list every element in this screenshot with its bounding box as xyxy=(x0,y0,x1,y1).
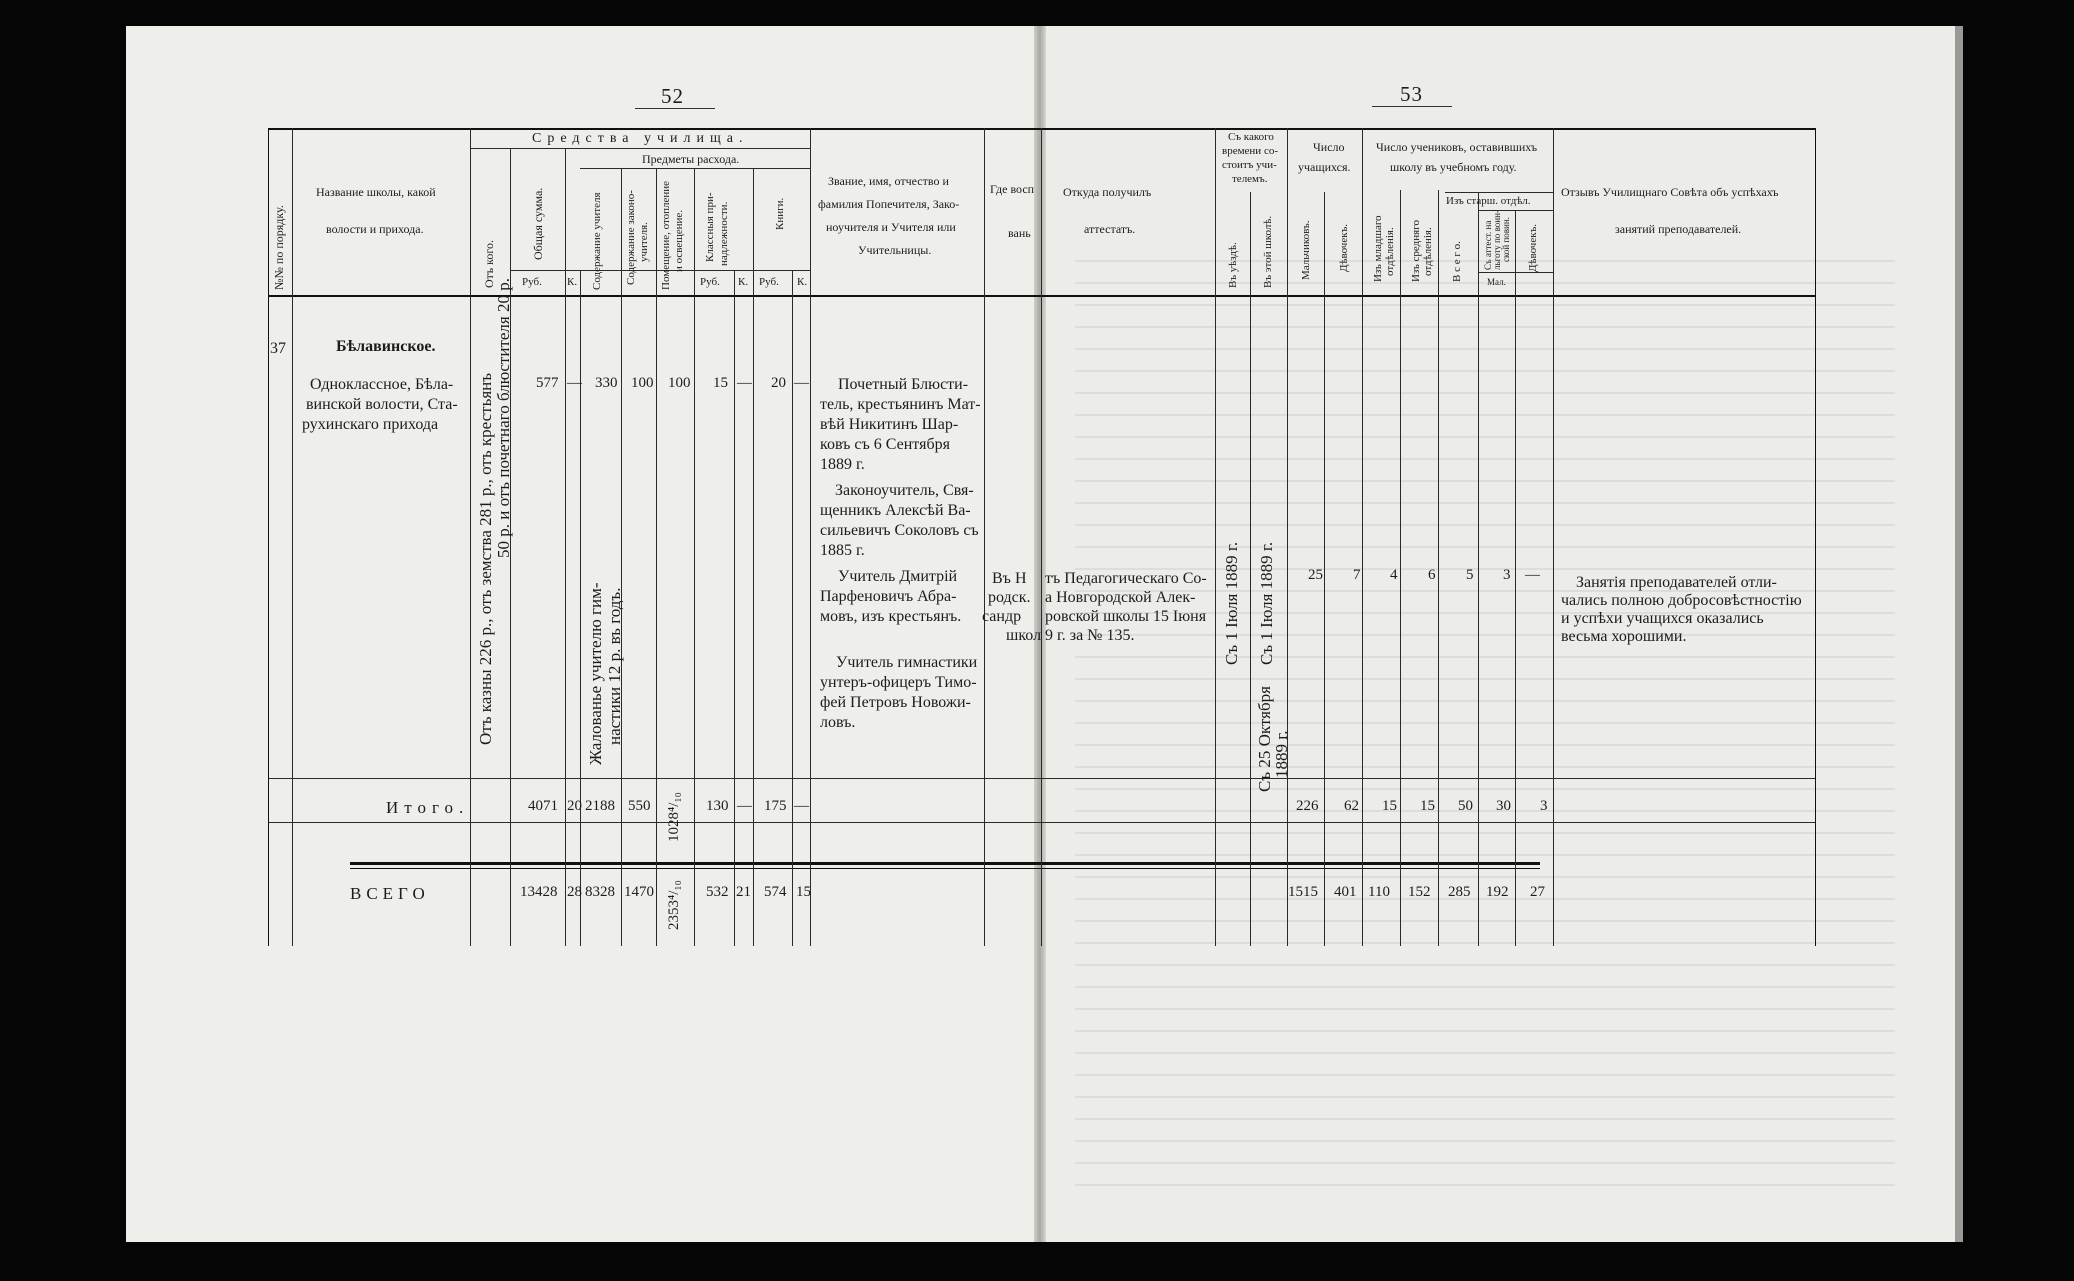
studied-text: сандр xyxy=(982,608,1022,625)
rule xyxy=(470,148,810,149)
header-in-school: Въ этой школѣ. xyxy=(1262,215,1274,288)
studied-text: школ xyxy=(1006,627,1042,644)
header-class-supplies: Классныя при- xyxy=(704,192,716,262)
header-with-cert-3: ской повин. xyxy=(1501,217,1511,262)
rule xyxy=(1438,190,1439,946)
gym-note: настики 12 р. въ годъ. xyxy=(605,587,624,745)
from-whom-text: 50 р. и отъ почетнаго блюстителя 20 р. xyxy=(494,278,513,558)
certificate-text: а Новгородской Алек- xyxy=(1045,589,1196,606)
header-left-pupils-2: школу въ учебномъ году. xyxy=(1390,160,1517,174)
header-studied-2: вань xyxy=(1008,226,1031,240)
itogo-junior: 15 xyxy=(1382,798,1397,814)
gym-teacher-text: Учитель гимнастики xyxy=(836,654,978,671)
vsego-girls-left: 27 xyxy=(1530,884,1545,900)
header-school-name: Название школы, какой xyxy=(316,185,436,199)
header-building-2: и освещение. xyxy=(673,209,685,272)
rule xyxy=(1041,128,1042,946)
total-rub: 577 xyxy=(536,375,559,391)
itogo-bottom-rule xyxy=(268,822,1816,823)
header-kop: К. xyxy=(738,276,749,288)
header-priest-salary-2: учителя. xyxy=(638,222,650,262)
rule xyxy=(268,128,269,946)
trustee-text: 1889 г. xyxy=(820,456,865,473)
rule xyxy=(1324,192,1325,946)
in-county-date: Съ 1 Іюля 1889 г. xyxy=(1222,541,1241,665)
gym-teacher-text: ловъ. xyxy=(820,714,856,731)
itogo-top-rule xyxy=(268,778,1816,779)
rule xyxy=(470,128,471,946)
vsego-teacher: 8328 xyxy=(585,884,615,900)
itogo-class-rub: 130 xyxy=(706,798,729,814)
rule xyxy=(1287,128,1288,946)
vsego-middle: 152 xyxy=(1408,884,1431,900)
header-school-name-2: волости и прихода. xyxy=(326,222,424,236)
review-text: весьма хорошими. xyxy=(1561,628,1687,645)
header-mal: Мал. xyxy=(1487,277,1506,287)
itogo-books-kop: — xyxy=(794,798,809,814)
header-boys: Мальчиковъ. xyxy=(1300,220,1312,280)
in-school-date: Съ 25 Октября xyxy=(1255,686,1274,792)
vsego-junior: 110 xyxy=(1368,884,1390,900)
review-text: чались полною добросовѣстностію xyxy=(1561,592,1802,609)
total-left: 5 xyxy=(1466,567,1474,583)
vsego-label: ВСЕГО xyxy=(350,884,430,903)
itogo-building: 1028⁴/₁₀ xyxy=(666,792,682,842)
header-expense-items: Предметы расхода. xyxy=(642,152,740,166)
header-class-supplies-2: надлежности. xyxy=(718,201,730,266)
rule xyxy=(621,168,622,946)
teacher-text: Учитель Дмитрій xyxy=(838,568,958,585)
certificate-text: тъ Педагогическаго Со- xyxy=(1045,570,1207,587)
junior-left: 4 xyxy=(1390,567,1398,583)
studied-text: Въ Н xyxy=(992,570,1027,587)
header-girls: Дѣвочекъ. xyxy=(1338,223,1350,272)
itogo-total-rub: 4071 xyxy=(528,798,558,814)
rule xyxy=(1553,128,1554,946)
vsego-class-rub: 532 xyxy=(706,884,729,900)
school-title: Бѣлавинское. xyxy=(336,338,436,355)
vsego-books-rub: 574 xyxy=(764,884,787,900)
header-girls-left: Дѣвочекъ. xyxy=(1527,223,1539,272)
review-text: и успѣхи учащихся оказались xyxy=(1561,610,1764,627)
header-with-cert: Съ аттест. на xyxy=(1483,220,1493,270)
header-middle-2: отдѣленія. xyxy=(1422,227,1434,276)
header-since-when-2: времени со- xyxy=(1222,145,1278,157)
rule xyxy=(1445,192,1553,193)
rule xyxy=(1400,190,1401,946)
header-junior: Изъ младшаго xyxy=(1372,215,1384,282)
vsego-building: 2353⁴/₁₀ xyxy=(666,880,682,930)
from-whom-text: Отъ казны 226 р., отъ земства 281 р., отъ крестьянъ xyxy=(476,372,495,745)
page-number-underline xyxy=(1372,106,1452,107)
gym-teacher-text: фей Петровъ Новожи- xyxy=(820,694,971,711)
header-studied: Где восп xyxy=(990,182,1035,196)
itogo-girls: 62 xyxy=(1344,798,1359,814)
vsego-class-kop: 21 xyxy=(736,884,751,900)
header-middle: Изъ средняго xyxy=(1410,220,1422,282)
itogo-total-kop: 20 xyxy=(567,798,582,814)
certificate-text: 9 г. за № 135. xyxy=(1045,627,1135,644)
header-rub: Руб. xyxy=(522,276,542,288)
row-number: 37 xyxy=(270,340,286,357)
itogo-books-rub: 175 xyxy=(764,798,787,814)
class-kop: — xyxy=(737,375,752,391)
boys-count: 25 xyxy=(1308,567,1323,583)
rule xyxy=(694,168,695,946)
middle-left: 6 xyxy=(1428,567,1436,583)
header-in-county: Въ уѣздѣ. xyxy=(1227,242,1239,288)
header-trustee-2: фамилия Попечителя, Зако- xyxy=(818,197,960,211)
gym-teacher-text: унтеръ-офицеръ Тимо- xyxy=(820,674,977,691)
itogo-girls-left: 3 xyxy=(1540,798,1548,814)
header-number: №№ по порядку. xyxy=(272,205,286,290)
priest-text: сильевичъ Соколовъ съ xyxy=(820,522,979,539)
priest-text: щенникъ Алексѣй Ва- xyxy=(820,502,971,519)
girls-count: 7 xyxy=(1353,567,1361,583)
itogo-teacher: 2188 xyxy=(585,798,615,814)
rule xyxy=(734,270,735,946)
header-funds: Средства училища. xyxy=(532,131,749,146)
vsego-total: 285 xyxy=(1448,884,1471,900)
itogo-total: 50 xyxy=(1458,798,1473,814)
books-kop: — xyxy=(794,375,809,391)
header-building: Помещение, отопление xyxy=(660,180,672,290)
page-number-left: 52 xyxy=(661,84,684,108)
itogo-class-kop: — xyxy=(737,798,752,814)
header-certificate-2: аттестатъ. xyxy=(1084,222,1136,236)
header-priest-salary: Содержание законо- xyxy=(625,190,637,285)
header-teacher-salary: Содержание учителя xyxy=(591,192,603,290)
books-rub: 20 xyxy=(771,375,786,391)
header-trustee: Звание, имя, отчество и xyxy=(828,174,949,188)
rule xyxy=(1362,128,1363,946)
header-from-whom: Отъ кого. xyxy=(482,240,496,288)
page-edge xyxy=(1955,26,1963,1242)
teacher-text: мовъ, изъ крестьянъ. xyxy=(820,608,962,625)
rule xyxy=(580,168,810,169)
rule xyxy=(1478,192,1479,946)
trustee-text: ковъ съ 6 Сентября xyxy=(820,436,950,453)
vsego-priest: 1470 xyxy=(624,884,654,900)
header-books: Книги. xyxy=(774,197,786,230)
school-desc: рухинскаго прихода xyxy=(302,416,439,433)
rule xyxy=(792,270,793,946)
rule xyxy=(984,128,985,946)
gym-note: Жалованье учителю гим- xyxy=(586,582,605,765)
header-senior: Изъ старш. отдѣл. xyxy=(1446,195,1531,207)
header-review-2: занятий преподавателей. xyxy=(1615,222,1742,236)
header-total-sum: Общая сумма. xyxy=(531,187,545,260)
itogo-priest: 550 xyxy=(628,798,651,814)
header-with-cert-2: льготу по воин- xyxy=(1492,210,1502,270)
itogo-with-cert: 30 xyxy=(1496,798,1511,814)
total-kop: — xyxy=(567,375,582,391)
vsego-with-cert: 192 xyxy=(1486,884,1509,900)
rule xyxy=(580,270,581,946)
studied-text: родск. xyxy=(988,589,1031,606)
header-pupils-count: Число xyxy=(1313,140,1345,154)
header-left-pupils: Число учениковъ, оставившихъ xyxy=(1376,140,1538,154)
priest-salary: 100 xyxy=(631,375,654,391)
rule xyxy=(292,128,293,946)
vsego-books-kop: 15 xyxy=(796,884,811,900)
trustee-text: вѣй Никитинъ Шар- xyxy=(820,416,959,433)
rule xyxy=(1815,128,1816,946)
page-number-underline xyxy=(635,108,715,109)
priest-text: 1885 г. xyxy=(820,542,865,559)
header-total-w: В с е г о. xyxy=(1451,241,1463,282)
header-junior-2: отдѣленія. xyxy=(1384,227,1396,276)
rule xyxy=(810,128,811,946)
vsego-boys: 1515 xyxy=(1288,884,1318,900)
rule xyxy=(1250,192,1251,946)
teacher-text: Парфеновичъ Абра- xyxy=(820,588,957,605)
certificate-text: ровской школы 15 Іюня xyxy=(1045,608,1207,625)
girls-left: — xyxy=(1525,567,1540,583)
vsego-girls: 401 xyxy=(1334,884,1357,900)
header-since-when: Съ какого xyxy=(1228,131,1274,143)
itogo-middle: 15 xyxy=(1420,798,1435,814)
header-since-when-4: телемъ. xyxy=(1232,173,1268,185)
header-pupils-count-2: учащихся. xyxy=(1298,160,1351,174)
teacher-salary: 330 xyxy=(595,375,618,391)
header-rub: Руб. xyxy=(759,276,779,288)
header-trustee-3: ноучителя и Учителя или xyxy=(826,220,956,234)
vsego-total-kop: 28 xyxy=(567,884,582,900)
in-school-date: Съ 1 Іюля 1889 г. xyxy=(1257,541,1276,665)
building-cost: 100 xyxy=(668,375,691,391)
page-number-right: 53 xyxy=(1400,82,1423,106)
header-since-when-3: стоитъ учи- xyxy=(1222,159,1277,171)
header-trustee-4: Учительницы. xyxy=(858,243,932,257)
rule xyxy=(1515,210,1516,946)
bleed-through-text xyxy=(1075,260,1895,1200)
header-kop: К. xyxy=(567,276,578,288)
priest-text: Законоучитель, Свя- xyxy=(835,482,974,499)
review-text: Занятія преподавателей отли- xyxy=(1576,574,1777,591)
trustee-text: Почетный Блюсти- xyxy=(838,376,969,393)
vsego-total-rub: 13428 xyxy=(520,884,558,900)
header-kop: К. xyxy=(797,276,808,288)
in-school-date: 1889 г. xyxy=(1272,730,1291,778)
rule xyxy=(656,168,657,946)
class-rub: 15 xyxy=(713,375,728,391)
trustee-text: тель, крестьянинъ Мат- xyxy=(820,396,981,413)
rule xyxy=(1215,128,1216,946)
header-rub: Руб. xyxy=(700,276,720,288)
school-desc: Одноклассное, Бѣла- xyxy=(310,376,454,393)
itogo-label: Итого. xyxy=(386,798,470,817)
rule xyxy=(753,168,754,946)
school-desc: винской волости, Ста- xyxy=(306,396,458,413)
with-cert-left: 3 xyxy=(1503,567,1511,583)
header-review: Отзывъ Училищнаго Совѣта объ успѣхахъ xyxy=(1561,185,1779,199)
table-top-rule xyxy=(268,128,1816,130)
rule xyxy=(565,148,566,946)
itogo-boys: 226 xyxy=(1296,798,1319,814)
header-certificate: Откуда получилъ xyxy=(1063,185,1152,199)
